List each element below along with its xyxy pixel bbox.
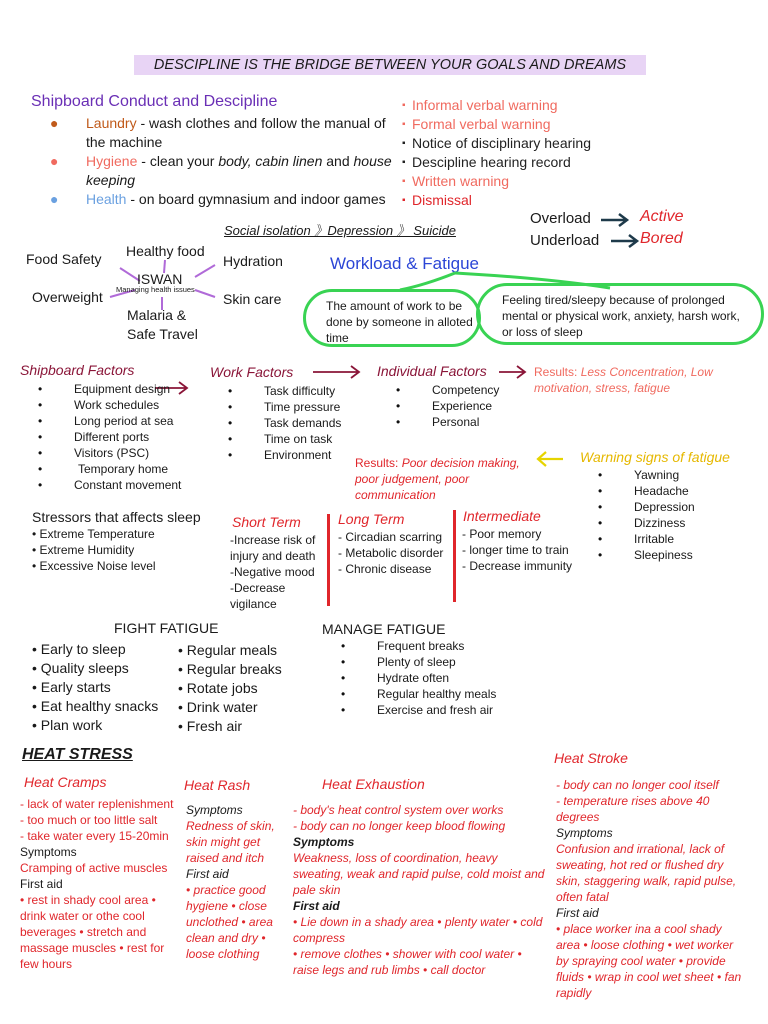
bullet-icon: • — [32, 559, 40, 573]
results-text: Poor decision making, poor judgement, poor communication — [355, 456, 520, 502]
list-item: • Long period at sea — [74, 413, 181, 429]
work-factors-heading: Work Factors — [210, 364, 294, 380]
hygiene-em1: body, cabin linen — [218, 153, 323, 169]
warning-step: ▪ Written warning — [412, 172, 591, 191]
list-item: • Environment — [264, 447, 341, 463]
list-item: • Experience — [432, 398, 499, 414]
list-item-text: Extreme Humidity — [39, 543, 135, 557]
list-item-text: Early to sleep — [40, 641, 126, 657]
list-item: • Frequent breaks — [377, 638, 496, 654]
list-item: • Different ports — [74, 429, 181, 445]
hygiene-text-b: and — [322, 153, 354, 169]
list-item-text: Plan work — [40, 717, 103, 733]
social-isolation-chain: Social isolation 》Depression 》 Suicide — [224, 223, 456, 238]
underload-label: Underload — [530, 232, 600, 249]
health-label: Health — [86, 191, 127, 207]
results-label: Results: — [534, 365, 578, 379]
heat-exhaustion-content — [293, 802, 545, 978]
individual-factors-heading: Individual Factors — [377, 363, 487, 379]
list-item: - body can no longer keep blood flowing — [293, 819, 506, 833]
warning-step: ▪ Notice of disciplinary hearing — [412, 134, 591, 153]
symptoms-text: Cramping of active muscles — [20, 861, 168, 875]
bullet-icon: • — [178, 718, 187, 734]
intermediate-heading: Intermediate — [463, 508, 541, 524]
warning-step: ▪ Descipline hearing record — [412, 153, 591, 172]
fatigue-definition: Feeling tired/sleepy because of prolonged mental or physical work, anxiety, harsh work, or loss of sleep — [502, 293, 740, 339]
list-item: - temperature rises above 40 degrees — [556, 794, 710, 824]
bullet-icon: • — [32, 717, 41, 733]
shipboard-factors-heading: Shipboard Factors — [20, 362, 135, 378]
list-item — [32, 640, 158, 659]
list-item-text: Excessive Noise level — [39, 559, 156, 573]
list-item: • Sleepiness — [634, 547, 695, 563]
page-title: DESCIPLINE IS THE BRIDGE BETWEEN YOUR GOALS AND DREAMS — [134, 55, 646, 75]
arrow-right-icon — [498, 364, 528, 380]
divider — [453, 510, 456, 602]
warning-step: ▪ Informal verbal warning — [412, 96, 591, 115]
list-item — [32, 659, 158, 678]
bullet-icon: • — [32, 698, 41, 714]
list-item: - body can no longer cool itself — [556, 778, 719, 792]
stressors-heading: Stressors that affects sleep — [32, 509, 201, 525]
heat-cramps-content — [20, 796, 180, 972]
list-item: • Headache — [634, 483, 695, 499]
list-item: • Plenty of sleep — [377, 654, 496, 670]
first-aid-label: First aid — [293, 899, 340, 913]
bullet-icon: • — [178, 642, 187, 658]
health-text: - on board gymnasium and indoor games — [126, 191, 386, 207]
list-item: -Negative mood — [230, 565, 315, 579]
list-item-text: Regular meals — [186, 642, 278, 658]
bullet-icon: ● — [50, 153, 59, 169]
list-item: - Chronic disease — [338, 562, 432, 576]
list-item: • Constant movement — [74, 477, 181, 493]
laundry-label: Laundry — [86, 115, 137, 131]
heat-exhaustion-heading: Heat Exhaustion — [322, 776, 425, 792]
heat-stroke-heading: Heat Stroke — [554, 750, 628, 766]
warning-step: ▪ Dismissal — [412, 191, 591, 210]
list-item: - Decrease immunity — [462, 559, 573, 573]
long-term-heading: Long Term — [338, 511, 405, 527]
list-item: • Depression — [634, 499, 695, 515]
heat-cramps-heading: Heat Cramps — [24, 774, 107, 790]
warning-signs-list — [634, 467, 695, 563]
list-item: - body's heat control system over works — [293, 803, 504, 817]
shipboard-factors-list — [74, 381, 181, 493]
bullet-icon: • — [32, 660, 41, 676]
iswan-node-healthy-food: Healthy food — [126, 243, 205, 259]
warning-step: ▪ Formal verbal warning — [412, 115, 591, 134]
iswan-node-hydration: Hydration — [223, 253, 283, 269]
heat-stroke-content — [556, 777, 746, 1001]
list-item: • Task difficulty — [264, 383, 341, 399]
list-item: • Time on task — [264, 431, 341, 447]
list-item — [32, 716, 158, 735]
first-aid-label: First aid — [556, 906, 599, 920]
list-item: • Time pressure — [264, 399, 341, 415]
list-item-text: Extreme Temperature — [39, 527, 155, 541]
results-label: Results: — [355, 456, 399, 470]
hygiene-em2: house keeping — [86, 153, 392, 188]
list-item: - Poor memory — [462, 527, 542, 541]
first-aid-text: • remove clothes • shower with cool water • raise legs and rub limbs • call doctor — [293, 947, 522, 977]
list-item: • Work schedules — [74, 397, 181, 413]
workload-definition: The amount of work to be done by someone in alloted time — [326, 299, 473, 345]
warning-signs-heading: Warning signs of fatigue — [580, 449, 730, 465]
list-item — [178, 717, 282, 736]
iswan-node-safe-travel: Safe Travel — [127, 326, 198, 342]
list-item — [32, 558, 156, 574]
list-item: • Hydrate often — [377, 670, 496, 686]
results-fatigue — [355, 455, 540, 503]
list-item — [32, 678, 158, 697]
list-item — [178, 641, 282, 660]
bullet-icon: • — [178, 661, 187, 677]
overload-result: Active — [640, 208, 684, 225]
list-item — [32, 697, 158, 716]
symptoms-label: Symptoms — [186, 803, 243, 817]
list-item: • Personal — [432, 414, 499, 430]
list-item — [32, 542, 156, 558]
bullet-icon: ● — [50, 191, 59, 207]
list-item-text: Eat healthy snacks — [40, 698, 159, 714]
heat-rash-heading: Heat Rash — [184, 777, 251, 793]
list-item: - longer time to train — [462, 543, 569, 557]
list-item-text: Drink water — [186, 699, 258, 715]
long-term-list — [338, 529, 443, 577]
list-item-text: Regular breaks — [186, 661, 282, 677]
hygiene-label: Hygiene — [86, 153, 138, 169]
iswan-center: ISWAN — [137, 271, 183, 287]
list-item: • Yawning — [634, 467, 695, 483]
list-item: • Irritable — [634, 531, 695, 547]
list-item: -Increase risk of injury and death — [230, 533, 316, 563]
iswan-subtitle: Managing health issues — [116, 285, 195, 294]
conduct-list — [50, 114, 396, 209]
list-item — [178, 679, 282, 698]
hygiene-text-a: - clean your — [137, 153, 219, 169]
list-item: -Decrease vigilance — [230, 581, 286, 611]
first-aid-text: • Lie down in a shady area • plenty water • cold compress — [293, 915, 543, 945]
bullet-icon: • — [32, 679, 41, 695]
list-item: • Dizziness — [634, 515, 695, 531]
bullet-icon: • — [32, 527, 40, 541]
list-item: • Task demands — [264, 415, 341, 431]
first-aid-text: • place worker ina a cool shady area • loose clothing • wet worker by spraying cool water • provide fluids • wrap in cool wet sheet • fan rapidly — [556, 922, 742, 1000]
symptoms-label: Symptoms — [556, 826, 613, 840]
conduct-item-health — [50, 190, 396, 209]
stressors-list — [32, 526, 156, 574]
short-term-heading: Short Term — [232, 514, 301, 530]
workload-heading: Workload & Fatigue — [330, 254, 479, 273]
iswan-node-malaria: Malaria & — [127, 307, 187, 323]
heat-rash-content — [186, 802, 288, 962]
manage-fatigue-list — [377, 638, 496, 718]
arrow-right-icon — [610, 233, 640, 249]
bullet-icon: • — [32, 641, 41, 657]
list-item: • Visitors (PSC) — [74, 445, 181, 461]
list-item — [178, 660, 282, 679]
heat-stress-heading: HEAT STRESS — [22, 746, 133, 763]
iswan-node-overweight: Overweight — [32, 289, 103, 305]
list-item — [178, 698, 282, 717]
fight-fatigue-col1 — [32, 640, 158, 735]
symptoms-label: Symptoms — [293, 835, 355, 849]
list-item — [32, 526, 156, 542]
divider — [327, 514, 330, 606]
arrow-right-icon — [600, 212, 630, 228]
list-item: - too much or too little salt — [20, 813, 158, 827]
warning-steps-list — [412, 96, 591, 210]
individual-factors-list — [432, 382, 499, 430]
fight-fatigue-col2 — [178, 641, 282, 736]
results-individual — [534, 364, 762, 396]
list-item: - Circadian scarring — [338, 530, 443, 544]
symptoms-text: Weakness, loss of coordination, heavy sweating, weak and rapid pulse, cold moist and pale skin — [293, 851, 545, 897]
bullet-icon: • — [32, 543, 40, 557]
list-item-text: Early starts — [40, 679, 111, 695]
first-aid-text: • rest in shady cool area • drink water or othe cool beverages • stretch and massage muscles • rest for few hours — [20, 893, 165, 971]
first-aid-label: First aid — [20, 877, 63, 891]
list-item-text: Rotate jobs — [186, 680, 258, 696]
first-aid-label: First aid — [186, 867, 229, 881]
list-item: - take water every 15-20min — [20, 829, 169, 843]
iswan-node-skin-care: Skin care — [223, 291, 282, 307]
work-factors-list — [264, 383, 341, 463]
first-aid-text: • practice good hygiene • close unclothed • area clean and dry • loose clothing — [186, 883, 273, 961]
iswan-node-food-safety: Food Safety — [26, 251, 102, 267]
arrow-right-icon — [312, 364, 362, 380]
list-item: • Competency — [432, 382, 499, 398]
intermediate-list — [462, 526, 572, 574]
list-item: - lack of water replenishment — [20, 797, 174, 811]
conduct-item-hygiene — [50, 152, 396, 190]
list-item: • Temporary home — [74, 461, 181, 477]
bullet-icon: ● — [50, 115, 59, 131]
list-item: - Metabolic disorder — [338, 546, 444, 560]
list-item-text: Quality sleeps — [40, 660, 129, 676]
bullet-icon: • — [178, 699, 187, 715]
underload-result: Bored — [640, 230, 683, 247]
list-item: • Equipment design — [74, 381, 181, 397]
manage-fatigue-heading: MANAGE FATIGUE — [322, 621, 446, 637]
symptoms-text: Confusion and irrational, lack of sweating, hot red or flushed dry skin, staggering walk, rapid pulse, often fatal — [556, 842, 737, 904]
arrow-left-icon — [535, 450, 565, 468]
short-term-list — [230, 532, 325, 612]
symptoms-text: Redness of skin, skin might get raised and itch — [186, 819, 275, 865]
conduct-heading: Shipboard Conduct and Descipline — [31, 93, 278, 110]
results-text: Less Concentration, Low motivation, stress, fatigue — [534, 365, 713, 395]
fight-fatigue-heading: FIGHT FATIGUE — [114, 620, 219, 636]
bullet-icon: • — [178, 680, 187, 696]
symptoms-label: Symptoms — [20, 845, 77, 859]
list-item-text: Fresh air — [186, 718, 243, 734]
list-item: • Exercise and fresh air — [377, 702, 496, 718]
laundry-text: - wash clothes and follow the manual of the machine — [86, 115, 386, 150]
overload-label: Overload — [530, 210, 591, 227]
conduct-item-laundry — [50, 114, 396, 152]
list-item: • Regular healthy meals — [377, 686, 496, 702]
